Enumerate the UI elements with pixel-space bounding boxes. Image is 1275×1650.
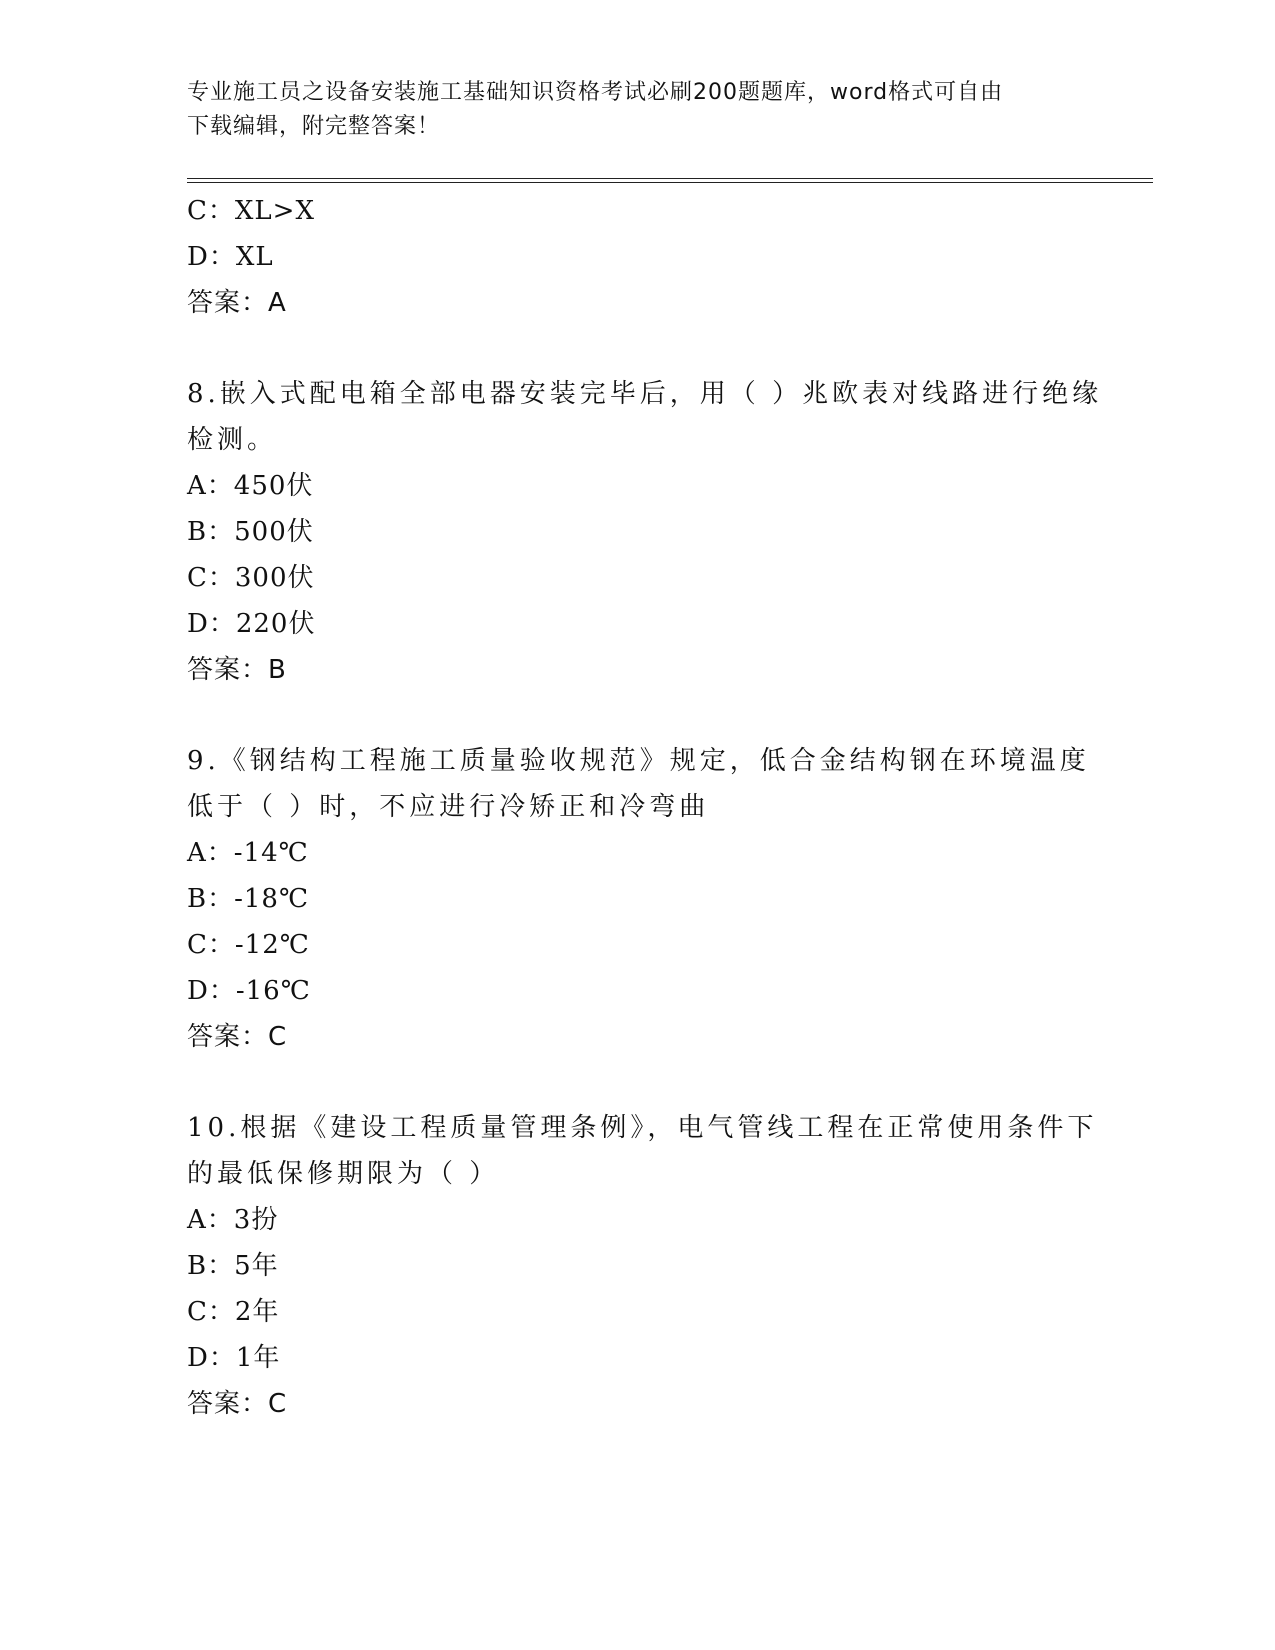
answer: 答案：B [187,655,287,685]
option-c: C：300伏 [187,563,315,593]
header-divider-top [187,178,1153,179]
answer: 答案：A [187,288,287,318]
question-text-line-2: 检测。 [187,425,278,455]
question-text-line-2: 低于（ ）时，不应进行冷矫正和冷弯曲 [187,792,710,822]
option-a: A：450伏 [187,471,314,501]
option-b: B：5年 [187,1251,279,1281]
document-header [187,76,1087,144]
option-c: C：-12℃ [187,930,310,960]
option-d: D：-16℃ [187,976,311,1006]
header-line-1: 专业施工员之设备安装施工基础知识资格考试必刷200题题库，word格式可自由 [187,80,1004,105]
option-d: D：XL [187,242,274,272]
question-8 [187,371,1107,693]
answer: 答案：C [187,1389,288,1419]
question-9 [187,738,1107,1060]
question-7-tail [187,188,1107,326]
header-divider-bottom [187,182,1153,183]
question-text-line-1: 10.根据《建设工程质量管理条例》，电气管线工程在正常使用条件下 [187,1113,1098,1143]
spacer [187,326,1107,371]
header-line-2: 下载编辑，附完整答案！ [187,114,441,139]
option-c: C：XL>X [187,196,315,226]
option-b: B：-18℃ [187,884,310,914]
option-a: A：3扮 [187,1205,279,1235]
spacer [187,1060,1107,1105]
option-a: A：-14℃ [187,838,309,868]
question-list [187,188,1107,1427]
answer: 答案：C [187,1022,288,1052]
question-10 [187,1105,1107,1427]
option-c: C：2年 [187,1297,280,1327]
option-b: B：500伏 [187,517,314,547]
spacer [187,693,1107,738]
option-d: D：1年 [187,1343,281,1373]
question-text-line-1: 9.《钢结构工程施工质量验收规范》规定，低合金结构钢在环境温度 [187,746,1090,776]
question-text-line-1: 8.嵌入式配电箱全部电器安装完毕后，用（ ）兆欧表对线路进行绝缘 [187,379,1103,409]
option-d: D：220伏 [187,609,316,639]
question-text-line-2: 的最低保修期限为（ ） [187,1159,500,1189]
